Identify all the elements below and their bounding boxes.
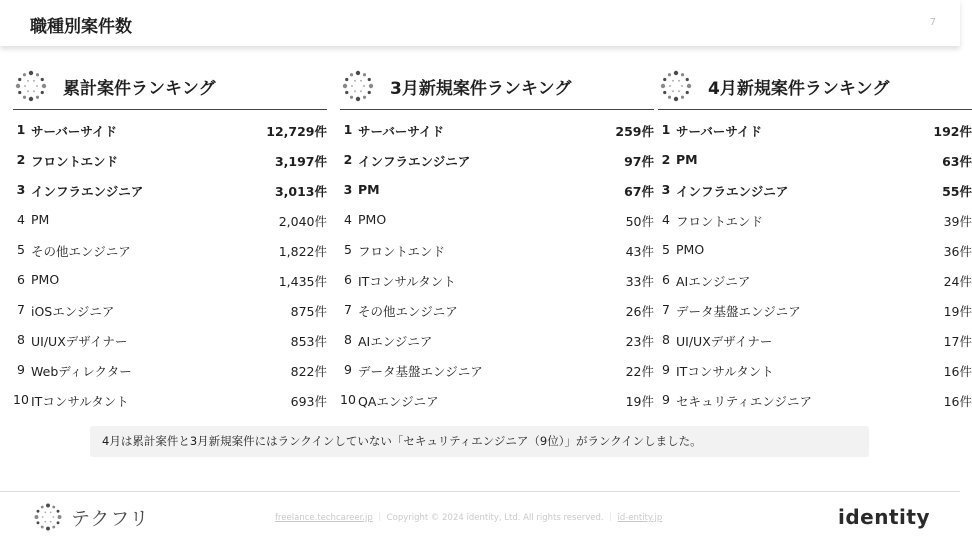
logo-text: テクフリ — [71, 507, 150, 530]
rank-number: 4 — [344, 212, 352, 227]
column-header — [658, 66, 972, 110]
column-title: 3月新規案件ランキング — [390, 79, 572, 99]
job-name: ITコンサルタント — [358, 274, 456, 289]
rank-number: 2 — [343, 152, 353, 167]
ranking-list — [340, 116, 654, 416]
job-name: PMO — [31, 272, 60, 287]
job-name: QAエンジニア — [358, 394, 439, 409]
job-count: 36件 — [943, 244, 972, 259]
job-count: 16件 — [943, 364, 972, 379]
list-item — [658, 266, 972, 296]
rank-number: 2 — [16, 152, 26, 167]
column-header — [13, 66, 327, 110]
rank-number: 1 — [661, 122, 671, 137]
rank-number: 5 — [662, 242, 670, 257]
list-item — [658, 386, 972, 416]
list-item — [13, 236, 327, 266]
footer-text — [275, 511, 662, 523]
list-item — [13, 296, 327, 326]
rank-number: 7 — [344, 302, 352, 317]
job-name: インフラエンジニア — [676, 184, 789, 199]
rank-number: 3 — [16, 182, 26, 197]
ranking-list — [658, 116, 972, 416]
job-name: AIエンジニア — [676, 274, 751, 289]
list-item — [658, 116, 972, 146]
rank-number: 5 — [344, 242, 352, 257]
list-item — [340, 266, 654, 296]
rank-number: 7 — [17, 302, 25, 317]
dotted-circle-icon — [13, 68, 49, 104]
list-item — [340, 176, 654, 206]
rank-number: 9 — [662, 362, 670, 377]
job-count: 19件 — [625, 394, 654, 409]
job-count: 875件 — [290, 304, 327, 319]
list-item — [13, 386, 327, 416]
job-count: 43件 — [625, 244, 654, 259]
rank-number: 7 — [662, 302, 670, 317]
job-name: データ基盤エンジニア — [358, 364, 483, 379]
list-item — [658, 356, 972, 386]
rank-number: 3 — [661, 182, 671, 197]
footer-logo — [32, 500, 149, 534]
job-name: サーバーサイド — [676, 124, 763, 139]
rank-number: 9 — [344, 362, 352, 377]
job-count: 24件 — [943, 274, 972, 289]
list-item — [340, 236, 654, 266]
rank-number: 10 — [340, 392, 356, 407]
list-item — [658, 176, 972, 206]
list-item — [13, 326, 327, 356]
copyright-text: ｜ Copyright © 2024 identity, Ltd. All rights reserved. ｜ — [375, 513, 615, 523]
job-count: 22件 — [625, 364, 654, 379]
list-item — [13, 356, 327, 386]
dotted-circle-icon — [340, 68, 376, 104]
job-name: PM — [358, 182, 380, 197]
job-count: 1,435件 — [278, 274, 327, 289]
list-item — [658, 206, 972, 236]
list-item — [658, 296, 972, 326]
rank-number: 6 — [344, 272, 352, 287]
job-name: データ基盤エンジニア — [676, 304, 801, 319]
list-item — [340, 296, 654, 326]
brand-logo: identity — [838, 505, 930, 529]
job-count: 67件 — [624, 184, 654, 199]
job-count: 63件 — [942, 154, 972, 169]
job-count: 97件 — [624, 154, 654, 169]
ranking-column-april — [658, 66, 972, 416]
job-count: 39件 — [943, 214, 972, 229]
job-name: ITコンサルタント — [31, 394, 129, 409]
ranking-column-total — [13, 66, 327, 416]
rank-number: 8 — [662, 332, 670, 347]
rank-number: 10 — [13, 392, 29, 407]
list-item — [13, 146, 327, 176]
job-name: UI/UXデザイナー — [676, 334, 773, 349]
job-name: PMO — [358, 212, 387, 227]
rank-number: 4 — [662, 212, 670, 227]
job-name: AIエンジニア — [358, 334, 433, 349]
list-item — [340, 206, 654, 236]
page-title: 職種別案件数 — [30, 17, 132, 37]
dotted-circle-logo-icon — [32, 501, 64, 533]
job-name: ITコンサルタント — [676, 364, 774, 379]
column-header — [340, 66, 654, 110]
note-box: 4月は累計案件と3月新規案件にはランクインしていない「セキュリティエンジニア（9位）」がランクインしました。 — [90, 426, 869, 457]
job-count: 17件 — [943, 334, 972, 349]
rank-number: 1 — [343, 122, 353, 137]
footer-link-identity[interactable]: id-entity.jp — [617, 513, 663, 523]
list-item — [340, 116, 654, 146]
job-count: 3,197件 — [274, 154, 327, 169]
ranking-list — [13, 116, 327, 416]
rank-number: 8 — [17, 332, 25, 347]
list-item — [340, 326, 654, 356]
list-item — [658, 236, 972, 266]
list-item — [13, 206, 327, 236]
job-count: 23件 — [625, 334, 654, 349]
list-item — [340, 386, 654, 416]
job-name: セキュリティエンジニア — [676, 394, 812, 409]
list-item — [340, 146, 654, 176]
job-count: 1,822件 — [278, 244, 327, 259]
job-name: iOSエンジニア — [31, 304, 115, 319]
rank-number: 4 — [17, 212, 25, 227]
job-count: 55件 — [942, 184, 972, 199]
job-count: 259件 — [615, 124, 654, 139]
job-name: フロントエンド — [676, 214, 764, 229]
job-name: サーバーサイド — [31, 124, 118, 139]
job-name: その他エンジニア — [358, 304, 458, 319]
column-title: 累計案件ランキング — [63, 79, 216, 99]
dotted-circle-icon — [658, 68, 694, 104]
job-count: 50件 — [625, 214, 654, 229]
job-name: インフラエンジニア — [358, 154, 471, 169]
rank-number: 6 — [662, 272, 670, 287]
rank-number: 5 — [17, 242, 25, 257]
job-name: PM — [31, 212, 50, 227]
job-count: 693件 — [290, 394, 327, 409]
rank-number: 1 — [16, 122, 26, 137]
footer-divider — [0, 491, 960, 492]
job-name: フロントエンド — [31, 154, 119, 169]
list-item — [658, 146, 972, 176]
rank-number: 9 — [662, 392, 670, 407]
page-number: 7 — [929, 17, 936, 28]
job-count: 16件 — [943, 394, 972, 409]
job-count: 26件 — [625, 304, 654, 319]
job-name: PMO — [676, 242, 705, 257]
job-name: その他エンジニア — [31, 244, 131, 259]
list-item — [13, 176, 327, 206]
list-item — [340, 356, 654, 386]
footer-link-techcareer[interactable]: freelance.techcareer.jp — [275, 513, 373, 523]
job-count: 822件 — [290, 364, 327, 379]
rank-number: 9 — [17, 362, 25, 377]
job-count: 853件 — [290, 334, 327, 349]
job-count: 33件 — [625, 274, 654, 289]
job-count: 12,729件 — [266, 124, 327, 139]
list-item — [658, 326, 972, 356]
column-title: 4月新規案件ランキング — [708, 79, 890, 99]
list-item — [13, 116, 327, 146]
job-name: フロントエンド — [358, 244, 446, 259]
rank-number: 2 — [661, 152, 671, 167]
ranking-column-march — [340, 66, 654, 416]
job-count: 192件 — [933, 124, 972, 139]
job-name: Webディレクター — [31, 364, 132, 379]
job-count: 19件 — [943, 304, 972, 319]
rank-number: 6 — [17, 272, 25, 287]
job-name: PM — [676, 152, 698, 167]
job-count: 2,040件 — [278, 214, 327, 229]
list-item — [13, 266, 327, 296]
header-bar — [0, 0, 960, 46]
rank-number: 3 — [343, 182, 353, 197]
job-name: UI/UXデザイナー — [31, 334, 128, 349]
rank-number: 8 — [344, 332, 352, 347]
job-count: 3,013件 — [274, 184, 327, 199]
job-name: インフラエンジニア — [31, 184, 144, 199]
job-name: サーバーサイド — [358, 124, 445, 139]
